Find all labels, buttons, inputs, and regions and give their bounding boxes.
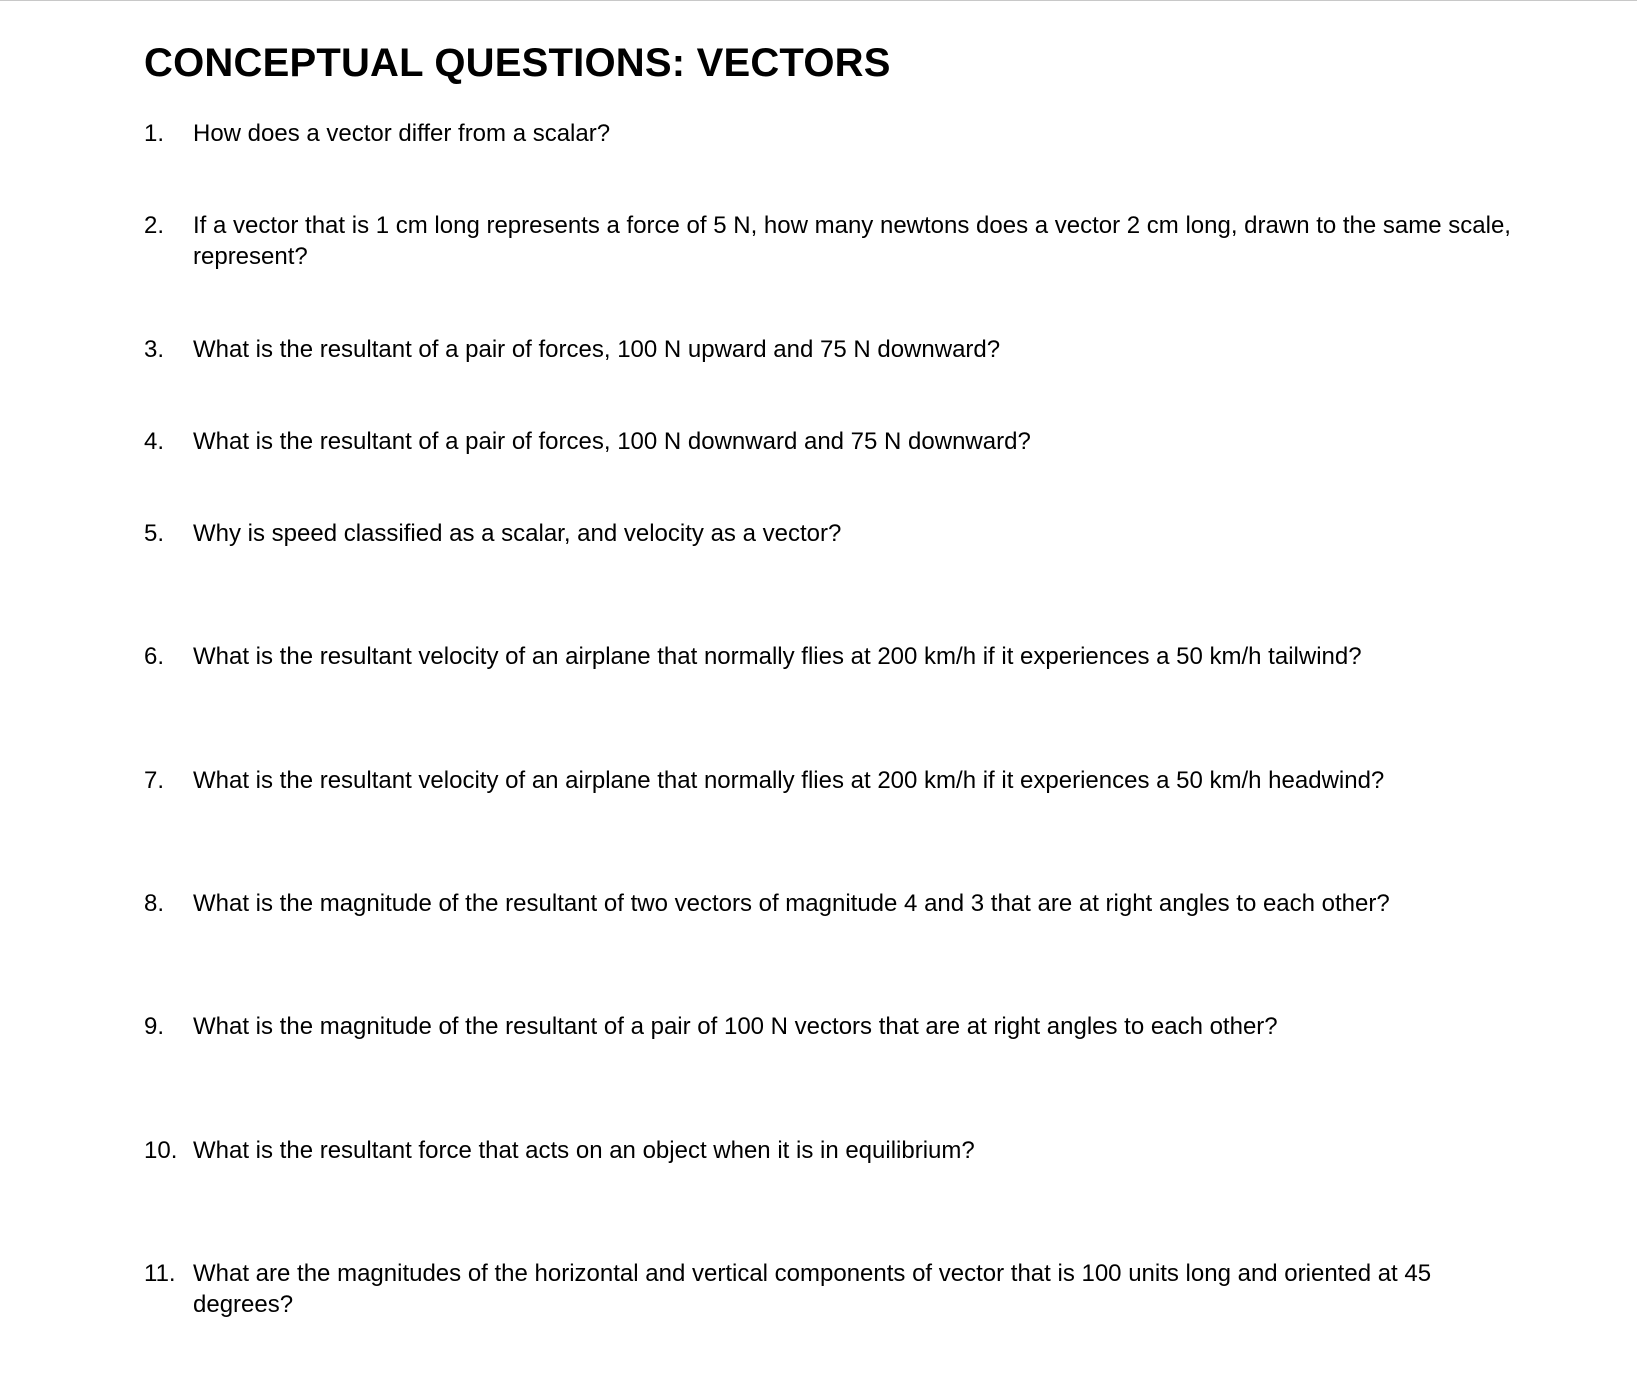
question-text: What is the magnitude of the resultant of two vectors of magnitude 4 and 3 that are at right angles to each other?	[193, 890, 1390, 917]
question-text: What is the resultant force that acts on an object when it is in equilibrium?	[193, 1137, 975, 1164]
question-number: 8.	[144, 890, 165, 917]
question-text: What is the resultant velocity of an airplane that normally flies at 200 km/h if it experiences a 50 km/h headwind?	[193, 767, 1385, 794]
question-number: 3.	[144, 336, 165, 363]
question-number: 9.	[144, 1013, 165, 1040]
question-number: 5.	[144, 520, 165, 547]
question-text: What are the magnitudes of the horizontal and vertical components of vector that is 100 units long and oriented at 45 degrees?	[193, 1260, 1432, 1318]
question-item	[144, 888, 1514, 919]
question-item	[144, 334, 1514, 365]
question-text: What is the resultant of a pair of forces, 100 N downward and 75 N downward?	[193, 428, 1031, 455]
question-number: 6.	[144, 643, 165, 670]
top-divider	[0, 0, 1637, 1]
question-number: 2.	[144, 212, 165, 239]
question-item	[144, 518, 1514, 549]
question-number: 1.	[144, 120, 165, 147]
question-item	[144, 118, 1514, 149]
question-text: How does a vector differ from a scalar?	[193, 120, 611, 147]
question-number: 10.	[144, 1137, 178, 1164]
question-item	[144, 210, 1514, 272]
question-text: If a vector that is 1 cm long represents a force of 5 N, how many newtons does a vector 2 cm long, drawn to the same scale, represent?	[193, 212, 1511, 270]
question-text: What is the resultant of a pair of forces, 100 N upward and 75 N downward?	[193, 336, 1001, 363]
page-title: CONCEPTUAL QUESTIONS: VECTORS	[144, 41, 891, 85]
question-item	[144, 765, 1514, 796]
question-item	[144, 1135, 1514, 1166]
question-number: 11.	[144, 1260, 176, 1287]
question-text: What is the resultant velocity of an airplane that normally flies at 200 km/h if it experiences a 50 km/h tailwind?	[193, 643, 1362, 670]
question-text: Why is speed classified as a scalar, and velocity as a vector?	[193, 520, 842, 547]
question-number: 7.	[144, 767, 165, 794]
question-item	[144, 1011, 1514, 1042]
question-number: 4.	[144, 428, 165, 455]
question-text: What is the magnitude of the resultant of a pair of 100 N vectors that are at right angles to each other?	[193, 1013, 1278, 1040]
question-item	[144, 426, 1514, 457]
question-item	[144, 641, 1514, 672]
question-item	[144, 1258, 1514, 1320]
